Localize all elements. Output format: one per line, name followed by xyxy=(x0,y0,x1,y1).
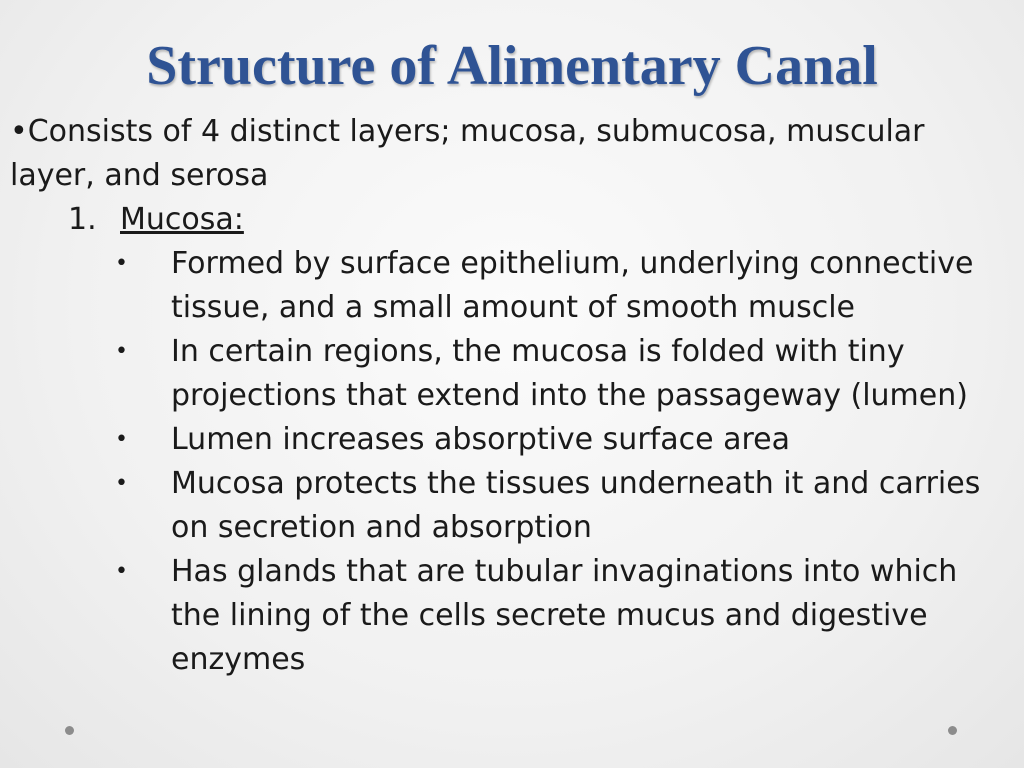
list-item-text: Formed by surface epithelium, underlying connective tissue, and a small amount of smooth muscle xyxy=(171,246,974,325)
bullet-icon: • xyxy=(115,251,128,276)
list-item-text: Lumen increases absorptive surface area xyxy=(171,422,790,457)
section-title: Mucosa: xyxy=(120,202,244,237)
bullet-list xyxy=(110,242,1015,682)
bullet-icon: • xyxy=(115,339,128,364)
decorative-dot-icon-right xyxy=(948,726,957,735)
section-heading xyxy=(68,198,244,242)
section-number: 1. xyxy=(68,202,97,237)
list-item xyxy=(110,418,1015,462)
list-item xyxy=(110,462,1015,550)
list-item xyxy=(110,550,1015,682)
bullet-icon: • xyxy=(115,471,128,496)
list-item xyxy=(110,242,1015,330)
decorative-dot-icon-left xyxy=(65,726,74,735)
list-item-text: Has glands that are tubular invaginations into which the lining of the cells secrete mucus and digestive enzymes xyxy=(171,554,958,677)
intro-bullet: •Consists of 4 distinct layers; mucosa, submucosa, muscular layer, and serosa xyxy=(10,114,925,193)
list-item-text: In certain regions, the mucosa is folded with tiny projections that extend into the passageway (lumen) xyxy=(171,334,968,413)
bullet-icon: • xyxy=(115,427,128,452)
bullet-icon: • xyxy=(115,559,128,584)
list-item-text: Mucosa protects the tissues underneath it and carries on secretion and absorption xyxy=(171,466,981,545)
slide-title: Structure of Alimentary Canal xyxy=(146,35,878,97)
list-item xyxy=(110,330,1015,418)
